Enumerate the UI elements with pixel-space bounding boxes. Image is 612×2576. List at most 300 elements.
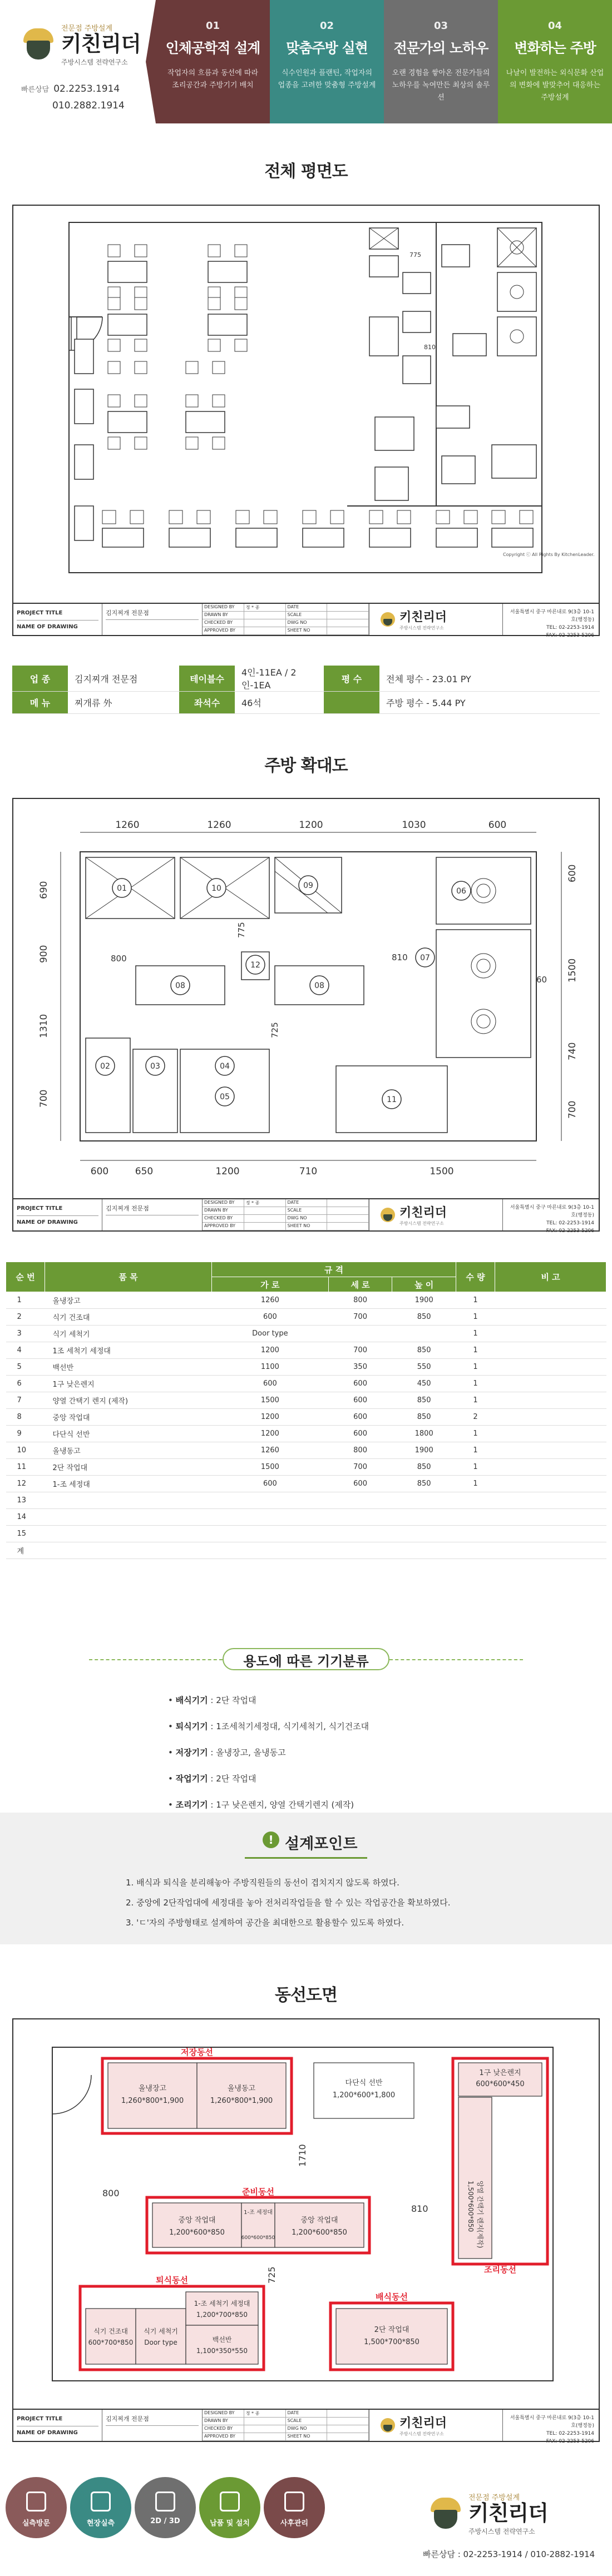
tb-sheet: SHEET NO [286,1223,328,1230]
eq-cell-w: 600 [212,1376,329,1392]
eq-cell-w [212,1509,329,1526]
eq-header-qty: 수 량 [456,1262,495,1292]
eq-cell-qty: 1 [456,1392,495,1409]
tb-checked: CHECKED BY [203,2425,244,2433]
contact-label: 빠른상담 [21,86,50,94]
brand-name: 키친리더 [61,32,141,56]
tb-checked: CHECKED BY [203,619,244,627]
tb-sheet: SHEET NO [286,2433,328,2441]
chef-logo-icon [381,1208,395,1222]
tb-checked: CHECKED BY [203,1215,244,1223]
svg-text:12: 12 [250,961,260,970]
eq-cell-h: 850 [392,1309,456,1326]
dim-right: 600 [567,864,578,882]
eq-cell-no: 12 [6,1476,45,1492]
tb-logo [369,604,503,635]
title-block [13,603,599,638]
eq-cell-name: 올냉장고 [45,1292,212,1309]
eq-cell-d: 600 [328,1392,392,1409]
service-step-icon [26,2491,46,2512]
eq-cell-name: 백선반 [45,1359,212,1376]
tb-designer: 정 * 종 [244,2410,286,2418]
svg-text:백선반: 백선반 [212,2336,232,2344]
eq-cell-d [328,1509,392,1526]
table-row [6,1292,606,1309]
plan-label: 775 [409,251,421,259]
feature-num: 03 [433,20,448,32]
tb-dwg: DWG NO [286,2425,328,2433]
table-row [6,1526,606,1542]
table-row [6,1459,606,1476]
tb-scale: SCALE [286,612,328,619]
tb-fax: FAX: 02-2253-5206 [546,633,594,638]
svg-text:1,200*600*850: 1,200*600*850 [292,2228,347,2237]
tb-drawing-label: NAME OF DRAWING [17,1219,78,1225]
classify-list [168,1687,369,1818]
eq-cell-note [495,1292,606,1309]
eq-cell-w: 1200 [212,1426,329,1442]
footer-contact[interactable]: 빠른상담 : 02-2253-1914 / 010-2882-1914 [423,2549,595,2559]
tb-project-name: 김지찌개 전문점 [106,2413,199,2426]
svg-text:11: 11 [387,1095,397,1104]
info-key: 업 종 [12,666,68,692]
floor-plan-drawing [13,206,599,603]
eq-cell-d: 700 [328,1342,392,1359]
kitchen-detail-frame [12,798,600,1232]
exclamation-icon: ! [263,1832,279,1848]
dim-right: 700 [567,1100,578,1119]
eq-cell-no: 14 [6,1509,45,1526]
svg-text:600*700*850: 600*700*850 [88,2339,134,2346]
brand-tagline: 전문점 주방설계 [61,24,113,33]
flow-label-prep: 준비동선 [242,2187,274,2197]
table-row [6,1342,606,1359]
svg-text:올냉장고: 올냉장고 [138,2084,167,2093]
table-row [6,1442,606,1459]
svg-text:10: 10 [211,884,221,893]
tb-date: DATE [286,2410,328,2418]
tb-drawn: DRAWN BY [203,2418,244,2425]
eq-cell-h: 850 [392,1476,456,1492]
info-row [12,692,600,714]
svg-text:08: 08 [314,981,324,990]
table-row [6,1509,606,1526]
tb-address-line: 서울특별시 중구 마른내로 9(3층 10-1호(행정동) [510,1205,594,1218]
eq-header-spec: 규 격 [212,1262,456,1277]
contact-info [21,81,156,113]
eq-cell-name [45,1509,212,1526]
eq-cell-d [328,1492,392,1509]
eq-header-h: 높 이 [392,1277,456,1292]
tb-address [503,604,599,638]
svg-text:1,260*800*1,900: 1,260*800*1,900 [121,2097,184,2105]
service-step [6,2477,67,2538]
eq-cell-d [328,1326,392,1342]
eq-cell-no: 계 [6,1542,45,1559]
info-value: 46석 [235,692,324,714]
plan-label: 810 [424,344,436,351]
eq-cell-qty [456,1509,495,1526]
svg-text:1710: 1710 [297,2144,308,2167]
dim-left: 1310 [38,1014,50,1038]
classify-header [0,1648,612,1670]
eq-cell-name: 양열 간택기 렌지 (제작) [45,1392,212,1409]
section-title-plan: 전체 평면도 [264,162,348,181]
info-key [324,692,379,714]
eq-cell-no: 13 [6,1492,45,1509]
tb-address-line: 서울특별시 중구 마른내로 9(3층 10-1호(행정동) [510,2415,594,2429]
eq-cell-note [495,1409,606,1426]
tb-designer: 정 * 종 [244,1199,286,1207]
eq-cell-name: 1조 세척기 세정대 [45,1342,212,1359]
footer [0,2461,612,2576]
svg-text:06: 06 [456,887,466,896]
section-title-design: 설계포인트 [285,1835,358,1853]
svg-text:800: 800 [102,2188,120,2198]
eq-cell-d: 600 [328,1409,392,1426]
eq-cell-qty: 1 [456,1442,495,1459]
tb-designed: DESIGNED BY [203,1199,244,1207]
classify-item: • 퇴식기기 : 1조세척기세정대, 식기세척기, 식기건조대 [168,1721,369,1731]
eq-cell-h [392,1492,456,1509]
eq-cell-note [495,1342,606,1359]
footer-brand-sub: 주방시스템 전략연구소 [468,2528,535,2535]
tb-address-line: 서울특별시 중구 마른내로 9(3층 10-1호(행정동) [510,609,594,623]
dim-right: 1500 [567,958,578,982]
header-banner [0,0,612,123]
eq-cell-no: 6 [6,1376,45,1392]
eq-cell-qty: 1 [456,1342,495,1359]
eq-cell-no: 11 [6,1459,45,1476]
tb-approved: APPROVED BY [203,2433,244,2441]
tb-date: DATE [286,1199,328,1207]
tb-tel: TEL: 02-2253-1914 [546,1220,594,1226]
table-row [6,1309,606,1326]
tb-dwg: DWG NO [286,1215,328,1223]
svg-text:2단 작업대: 2단 작업대 [374,2326,409,2334]
eq-cell-no: 15 [6,1526,45,1542]
eq-cell-note [495,1442,606,1459]
tb-drawn: DRAWN BY [203,1207,244,1215]
service-step-icon [220,2491,240,2512]
eq-cell-name: 식기 건조대 [45,1309,212,1326]
feature-desc: 나날이 발전하는 외식문화 산업의 변화에 발맞추어 대응하는 주방설계 [506,69,604,102]
feature-1 [156,0,270,123]
shop-info-table [12,666,600,714]
chef-logo-icon [428,2496,463,2531]
svg-text:07: 07 [420,954,430,962]
design-underline [245,1857,367,1859]
dim-inner: 60 [536,975,547,985]
eq-cell-w: 1200 [212,1409,329,1426]
svg-text:810: 810 [411,2203,428,2214]
phone-1[interactable]: 02.2253.1914 [53,83,120,95]
feature-title: 변화하는 주방 [514,40,596,56]
dim-right: 740 [567,1042,578,1060]
eq-cell-qty: 1 [456,1292,495,1309]
info-key: 메 뉴 [12,692,68,714]
eq-cell-no: 3 [6,1326,45,1342]
chef-logo-icon [381,2418,395,2433]
eq-cell-name: 1-조 세정대 [45,1476,212,1492]
section-title-flow: 동선도면 [275,1986,337,2005]
eq-cell-no: 4 [6,1342,45,1359]
eq-cell-w: 1100 [212,1359,329,1376]
section-title-classify: 용도에 따른 기기분류 [243,1654,369,1669]
svg-text:올냉동고: 올냉동고 [227,2084,256,2093]
eq-cell-name: 올냉동고 [45,1442,212,1459]
service-step-icon [91,2491,111,2512]
eq-cell-no: 10 [6,1442,45,1459]
eq-cell-name [45,1526,212,1542]
footer-brand-name: 키친리더 [468,2501,548,2525]
tb-brand-name: 키친리더 [399,1206,447,1220]
svg-text:1,100*350*550: 1,100*350*550 [196,2347,248,2355]
equipment-table [6,1262,606,1559]
flow-label-serve: 배식동선 [376,2292,408,2302]
tb-scale: SCALE [286,1207,328,1215]
info-key: 테이블수 [179,666,235,692]
dim-top: 1200 [299,820,323,831]
svg-text:1,500*600*850: 1,500*600*850 [467,2181,475,2232]
eq-cell-w: 1500 [212,1459,329,1476]
eq-cell-note [495,1326,606,1342]
eq-cell-qty: 1 [456,1359,495,1376]
eq-cell-note [495,1426,606,1442]
table-row [6,1392,606,1409]
eq-cell-no: 1 [6,1292,45,1309]
feature-title: 전문가의 노하우 [393,40,488,56]
eq-cell-w: 600 [212,1476,329,1492]
eq-cell-note [495,1459,606,1476]
eq-cell-qty: 1 [456,1309,495,1326]
info-value: 4인-11EA / 2인-1EA [235,666,324,692]
svg-text:1,200*600*850: 1,200*600*850 [169,2228,225,2237]
eq-cell-name: 식기 세척기 [45,1326,212,1342]
svg-text:04: 04 [220,1062,230,1071]
dim-top: 1030 [402,820,426,831]
eq-cell-w: 1260 [212,1292,329,1309]
table-row [6,1426,606,1442]
tb-brand-name: 키친리더 [399,2416,447,2430]
floor-plan-frame [12,205,600,636]
table-row [6,1492,606,1509]
flow-label-return: 퇴식동선 [156,2275,188,2285]
eq-header-w: 가 로 [212,1277,329,1292]
eq-cell-h: 850 [392,1409,456,1426]
eq-cell-w: 600 [212,1309,329,1326]
eq-cell-name: 중앙 작업대 [45,1409,212,1426]
design-point: 2. 중앙에 2단작업대에 세정대를 놓아 전처리작업들을 할 수 있는 작업공간을 확보하였다. [126,1898,451,1908]
eq-cell-w: 1500 [212,1392,329,1409]
feature-3 [384,0,498,123]
eq-cell-h [392,1526,456,1542]
eq-cell-d [328,1526,392,1542]
flow-label-cook: 조리동선 [484,2265,516,2275]
tb-tel: TEL: 02-2253-1914 [546,625,594,631]
feature-2 [270,0,384,123]
service-step [70,2477,131,2538]
eq-cell-name: 다단식 선반 [45,1426,212,1442]
tb-drawing-label: NAME OF DRAWING [17,2430,78,2436]
dim-left: 900 [38,945,50,963]
svg-text:600*600*450: 600*600*450 [476,2080,525,2088]
svg-text:600*600*850: 600*600*850 [241,2235,275,2241]
info-value: 전체 평수 - 23.01 PY [379,666,600,692]
dim-left: 700 [38,1089,50,1108]
dim-inner: 800 [111,954,127,964]
design-point: 1. 배식과 퇴식을 분리해놓아 주방직원들의 동선이 겹치지지 않도록 하였다. [126,1878,399,1888]
svg-text:Door type: Door type [144,2339,177,2346]
tb-approved: APPROVED BY [203,1223,244,1230]
eq-cell-d: 800 [328,1292,392,1309]
dim-bottom: 600 [90,1166,109,1177]
info-key: 좌석수 [179,692,235,714]
eq-cell-w [212,1492,329,1509]
svg-text:식기 건조대: 식기 건조대 [93,2327,128,2335]
tb-designed: DESIGNED BY [203,2410,244,2418]
eq-cell-d: 600 [328,1476,392,1492]
eq-cell-note [495,1509,606,1526]
eq-cell-qty: 1 [456,1326,495,1342]
dim-inner: 775 [236,922,246,938]
svg-text:08: 08 [175,981,185,990]
eq-cell-h: 1800 [392,1426,456,1442]
flow-plan-frame [12,2018,600,2442]
eq-cell-no: 7 [6,1392,45,1409]
tb-brand-sub: 주방시스템 전략연구소 [399,1221,444,1226]
eq-cell-h: 850 [392,1459,456,1476]
flow-label-storage: 저장동선 [181,2047,213,2057]
eq-header-d: 세 로 [328,1277,392,1292]
eq-cell-w [212,1542,329,1559]
svg-text:05: 05 [220,1093,230,1101]
eq-cell-qty [456,1492,495,1509]
svg-text:1,500*700*850: 1,500*700*850 [364,2338,419,2346]
tb-address [503,2410,599,2444]
feature-title: 맞춤주방 실현 [286,40,368,56]
service-step-label: 2D / 3D [150,2517,180,2525]
eq-cell-h: 1900 [392,1292,456,1309]
tb-project-label: PROJECT TITLE [17,2413,98,2426]
eq-cell-d: 700 [328,1459,392,1476]
svg-text:1,200*700*850: 1,200*700*850 [196,2311,248,2319]
svg-text:양열 간택기 렌지(제작): 양열 간택기 렌지(제작) [476,2181,484,2249]
eq-cell-qty: 1 [456,1476,495,1492]
table-row [6,1326,606,1342]
eq-cell-note [495,1359,606,1376]
eq-cell-h [392,1326,456,1342]
feature-desc: 작업자의 흐름과 동선에 따라 조리공간과 주방기기 배치 [167,69,259,90]
eq-cell-note [495,1392,606,1409]
eq-cell-w: 1260 [212,1442,329,1459]
svg-text:725: 725 [266,2266,277,2284]
tb-scale: SCALE [286,2418,328,2425]
eq-cell-h [392,1509,456,1526]
info-value: 찌개류 外 [68,692,179,714]
feature-num: 02 [319,20,334,32]
tb-tel: TEL: 02-2253-1914 [546,2431,594,2436]
tb-approved: APPROVED BY [203,627,244,635]
tb-drawn: DRAWN BY [203,612,244,619]
svg-text:02: 02 [100,1062,110,1071]
service-step-label: 사후관리 [280,2519,309,2528]
tb-grid [203,2410,369,2441]
service-step-icon [284,2491,304,2512]
feature-desc: 오랜 경험을 쌓아온 전문가들의 노하우를 녹여만든 최상의 솔루션 [392,69,490,102]
eq-cell-name [45,1542,212,1559]
svg-text:다단식 선반: 다단식 선반 [345,2079,383,2087]
eq-cell-no: 2 [6,1309,45,1326]
tb-logo [369,2410,503,2441]
feature-4 [498,0,612,123]
eq-cell-qty: 1 [456,1426,495,1442]
svg-text:09: 09 [303,881,313,890]
eq-cell-w: 1200 [212,1342,329,1359]
info-value: 김지찌개 전문점 [68,666,179,692]
svg-text:1,260*800*1,900: 1,260*800*1,900 [210,2097,273,2105]
feature-num: 04 [547,20,562,32]
service-step [135,2477,196,2538]
info-value: 주방 평수 - 5.44 PY [379,692,600,714]
eq-cell-d: 800 [328,1442,392,1459]
eq-cell-name: 2단 작업대 [45,1459,212,1476]
design-points-list [126,1873,450,1933]
tb-brand-sub: 주방시스템 전략연구소 [399,2431,444,2436]
svg-text:1구 낮은렌지: 1구 낮은렌지 [479,2069,521,2077]
dim-bottom: 650 [135,1166,154,1177]
tb-grid [203,604,369,635]
eq-cell-qty: 2 [456,1409,495,1426]
eq-cell-d: 600 [328,1426,392,1442]
eq-cell-qty [456,1526,495,1542]
eq-cell-qty: 1 [456,1376,495,1392]
eq-cell-note [495,1309,606,1326]
eq-cell-w: Door type [212,1326,329,1342]
dim-top: 1260 [115,820,140,831]
chef-logo-icon [21,27,56,62]
svg-text:1-조 세정대: 1-조 세정대 [244,2210,273,2216]
feature-title: 인체공학적 설계 [165,40,260,56]
brand-sub: 주방시스템 전략연구소 [61,58,128,66]
classify-item: • 조리기기 : 1구 낮은렌지, 양열 간택기렌지 (제작) [168,1800,354,1810]
eq-cell-name [45,1492,212,1509]
service-step [199,2477,260,2538]
svg-text:중앙 작업대: 중앙 작업대 [300,2216,338,2225]
eq-header-note: 비 고 [495,1262,606,1292]
svg-text:03: 03 [150,1062,160,1071]
design-points [0,1813,612,1944]
eq-cell-w [212,1526,329,1542]
tb-dwg: DWG NO [286,619,328,627]
design-point: 3. 'ㄷ'자의 주방형태로 설계하여 공간을 최대한으로 활용할수 있도록 하였다. [126,1918,404,1928]
feature-desc: 식수인원과 플랜틴, 작업자의 업종을 고려한 맞춤형 주방설계 [278,69,376,90]
tb-logo [369,1199,503,1230]
svg-text:중앙 작업대: 중앙 작업대 [178,2216,216,2225]
table-row [6,1476,606,1492]
eq-cell-d: 700 [328,1309,392,1326]
eq-cell-note [495,1376,606,1392]
eq-cell-h: 850 [392,1342,456,1359]
tb-brand-sub: 주방시스템 전략연구소 [399,626,444,631]
svg-text:1,200*600*1,800: 1,200*600*1,800 [332,2091,396,2099]
service-step-label: 실측방문 [22,2519,51,2528]
dim-inner: 810 [392,952,408,962]
classify-item: • 배식기기 : 2단 작업대 [168,1695,256,1705]
eq-cell-d [328,1542,392,1559]
phone-2[interactable]: 010.2882.1914 [52,100,125,111]
tb-date: DATE [286,604,328,612]
